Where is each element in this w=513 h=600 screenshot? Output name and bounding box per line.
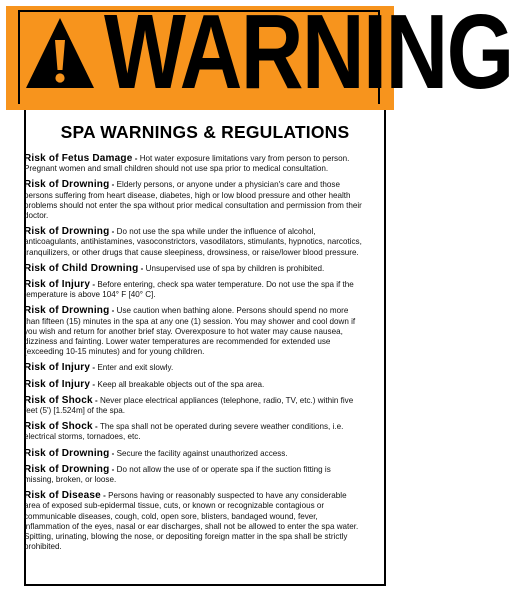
regulation-text: Do not use the spa while under the influence of alcohol, anticoagulants, antihistamines, vasoconstrictors, vasodilators, stimulants, hypnotics, narcotics, tranquilizers, or other drugs that cause sleepiness, drowsiness, or raise/lower blood pressure. xyxy=(24,227,362,257)
regulation-text: Before entering, check spa water temperature. Do not use the spa if the temperature is above 104° F [40° C]. xyxy=(24,280,354,300)
regulation-text: Unsupervised use of spa by children is prohibited. xyxy=(145,263,325,273)
regulation-item xyxy=(24,396,362,416)
regulation-separator: - xyxy=(90,379,98,389)
regulation-heading: Risk of Drowning xyxy=(24,447,110,459)
regulation-heading: Risk of Drowning xyxy=(24,463,110,475)
regulation-item xyxy=(24,280,362,300)
regulation-item xyxy=(24,449,362,459)
regulation-item xyxy=(24,363,362,373)
regulation-heading: Risk of Injury xyxy=(24,378,91,390)
regulations-list xyxy=(24,154,362,559)
regulation-separator: - xyxy=(92,395,100,405)
regulation-text: Enter and exit slowly. xyxy=(97,363,174,373)
regulation-text: The spa shall not be operated during severe weather conditions, i.e. electrical storms, tornadoes, etc. xyxy=(24,422,344,442)
regulation-item xyxy=(24,380,362,390)
regulation-heading: Risk of Child Drowning xyxy=(24,262,139,274)
regulation-text: Persons having or reasonably suspected to have any considerable area of exposed sub-epidermal tissue, cuts, or known or recognizable contagious or communicable diseases, cough, cold, open sore, blisters, bandaged wound, fever, inflammation of the eyes, nasal or ear discharges, shall not be allowed to enter the spa water. Spitting, urinating, blowing the nose, or depositing foreign matter in the spa shall be strictly prohibited. xyxy=(24,491,359,552)
regulation-separator: - xyxy=(92,422,100,432)
regulation-heading: Risk of Injury xyxy=(24,279,91,291)
regulation-text: Elderly persons, or anyone under a physician's care and those persons suffering from heart disease, diabetes, high or low blood pressure and other health problems should not enter the spa without prior medical consultation and permission from their doctor. xyxy=(24,180,362,221)
regulation-separator: - xyxy=(90,280,98,290)
regulation-item xyxy=(24,180,362,221)
regulation-separator: - xyxy=(138,263,146,273)
warning-triangle-icon xyxy=(24,16,96,90)
regulation-separator: - xyxy=(90,363,98,373)
regulation-item xyxy=(24,227,362,258)
regulation-separator: - xyxy=(132,154,140,163)
regulation-item xyxy=(24,154,362,174)
regulation-heading: Risk of Shock xyxy=(24,394,93,406)
regulation-heading: Risk of Disease xyxy=(24,490,101,502)
regulation-item xyxy=(24,465,362,485)
warning-title: WARNING xyxy=(104,0,513,111)
regulation-heading: Risk of Fetus Damage xyxy=(24,153,133,164)
regulation-item xyxy=(24,264,362,274)
regulation-item xyxy=(24,306,362,357)
regulation-heading: Risk of Injury xyxy=(24,362,91,374)
regulation-item xyxy=(24,422,362,442)
regulation-text: Use caution when bathing alone. Persons should spend no more than fifteen (15) minutes in the spa at any one (1) session. You may shower and cool down if you wish and return for another brief stay. Overexposure to hot water may cause nausea, dizziness and fainting. Lower water temperatures are recommended for extended use (exceeding 10-15 minutes) and for young children. xyxy=(24,306,356,357)
regulation-separator: - xyxy=(109,180,117,190)
regulation-heading: Risk of Shock xyxy=(24,421,93,433)
regulation-text: Secure the facility against unauthorized access. xyxy=(116,448,288,458)
regulation-text: Keep all breakable objects out of the spa area. xyxy=(97,379,265,389)
regulation-separator: - xyxy=(109,227,117,237)
regulation-heading: Risk of Drowning xyxy=(24,226,110,238)
regulation-text: Hot water exposure limitations vary from person to person. Pregnant women and small children should not use spa prior to medical consultation. xyxy=(24,154,350,174)
regulation-text: Never place electrical appliances (telephone, radio, TV, etc.) within five feet (5') [1.524m] of the spa. xyxy=(24,395,354,416)
regulation-text: Do not allow the use of or operate spa if the suction fitting is missing, broken, or loose. xyxy=(24,464,331,485)
sign-title: SPA WARNINGS & REGULATIONS xyxy=(60,122,350,142)
regulation-separator: - xyxy=(109,448,117,458)
regulation-separator: - xyxy=(109,464,117,474)
regulation-item xyxy=(24,491,362,552)
regulation-separator: - xyxy=(109,306,117,316)
regulation-heading: Risk of Drowning xyxy=(24,305,110,317)
regulation-separator: - xyxy=(100,491,109,501)
regulation-heading: Risk of Drowning xyxy=(24,179,110,191)
